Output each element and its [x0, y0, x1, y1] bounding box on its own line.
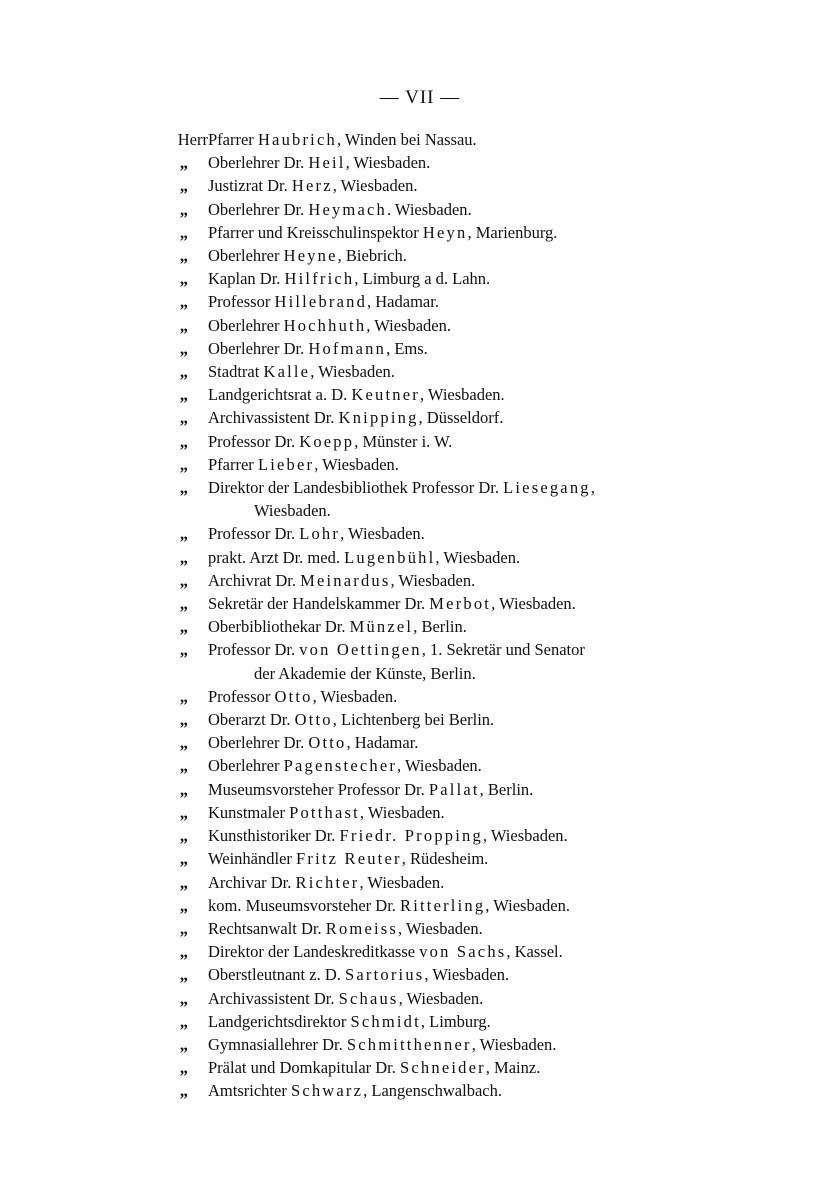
entry-surname: Koepp	[299, 431, 355, 451]
entry-surname: Schmidt	[350, 1011, 421, 1031]
list-item	[160, 847, 720, 870]
entry-location: , Wiesbaden.	[312, 686, 398, 706]
list-item	[160, 290, 720, 313]
entry-surname: Heymach	[308, 199, 387, 219]
list-item	[160, 221, 720, 244]
entry-text	[160, 894, 720, 917]
entry-location: , Wiesbaden.	[482, 826, 568, 846]
entry-text	[160, 430, 720, 453]
entry-text	[160, 638, 720, 661]
entry-text	[160, 244, 720, 267]
entry-text	[160, 128, 720, 151]
salutation: Herr	[177, 130, 208, 149]
entry-text	[160, 453, 720, 476]
entry-location: , Wiesbaden.	[397, 756, 482, 776]
ditto-mark: „	[179, 454, 188, 474]
entry-text	[160, 383, 720, 406]
entry-location: , Wiesbaden.	[332, 176, 418, 196]
ditto-mark: „	[179, 918, 188, 938]
entry-title: Gymnasiallehrer Dr.	[208, 1034, 347, 1054]
list-item	[160, 754, 720, 777]
list-item	[160, 174, 720, 197]
list-item	[160, 337, 720, 360]
entry-surname: Keutner	[351, 385, 420, 405]
list-item	[160, 360, 720, 383]
entry-location: , Rüdesheim.	[401, 849, 489, 869]
entry-location: , Limburg.	[420, 1011, 491, 1031]
entry-title: Pfarrer	[208, 454, 258, 474]
entry-title: Direktor der Landeskreditkasse	[208, 942, 420, 962]
entry-surname: Hochhuth	[283, 315, 367, 335]
entry-surname: Heil	[308, 153, 346, 173]
entry-text	[160, 801, 720, 824]
entry-title: Museumsvorsteher Professor Dr.	[208, 779, 429, 799]
entry-text	[160, 1010, 720, 1033]
entry-location: , Münster i. W.	[354, 431, 453, 451]
list-item	[160, 267, 720, 290]
ditto-mark: „	[179, 895, 188, 915]
list-item	[160, 569, 720, 592]
entry-text	[160, 1056, 720, 1079]
entry-text	[160, 406, 720, 429]
entry-location: , Wiesbaden.	[435, 547, 521, 567]
entry-title: Oberlehrer Dr.	[208, 338, 309, 358]
entry-surname: Herz	[291, 176, 333, 196]
entry-surname: Knipping	[338, 408, 419, 428]
ditto-mark: „	[179, 292, 188, 312]
entry-title: Pfarrer und Kreisschulinspektor	[208, 222, 423, 242]
list-item	[160, 940, 720, 963]
entry-surname: Meinardus	[300, 570, 391, 590]
entry-surname: Friedr. Propping	[339, 826, 483, 846]
entry-text	[160, 708, 720, 731]
entry-surname: Schmitthenner	[346, 1034, 472, 1054]
entry-location: , Wiesbaden.	[471, 1034, 557, 1054]
ditto-mark: „	[179, 315, 188, 335]
ditto-mark: „	[179, 408, 188, 428]
list-item	[160, 1079, 720, 1102]
ditto-mark: „	[179, 779, 188, 799]
entry-text	[160, 824, 720, 847]
entry-location: , Berlin.	[413, 617, 467, 637]
entry-location: , Düsseldorf.	[418, 408, 504, 428]
entry-surname: Otto	[308, 733, 347, 753]
list-item	[160, 615, 720, 638]
entry-surname: Hilfrich	[284, 269, 355, 289]
list-item	[160, 778, 720, 801]
entry-text	[160, 731, 720, 754]
entry-text	[160, 778, 720, 801]
entry-text	[160, 337, 720, 360]
list-item	[160, 1033, 720, 1056]
ditto-mark: „	[179, 617, 188, 637]
entry-location: , Wiesbaden.	[310, 362, 395, 382]
ditto-mark: „	[179, 269, 188, 289]
entry-text	[160, 615, 720, 638]
entry-surname: Schaus	[338, 988, 399, 1008]
ditto-mark: „	[179, 826, 188, 846]
entry-surname: Romeiss	[325, 918, 399, 938]
entry-surname: Lugenbühl	[344, 547, 436, 567]
entry-text	[160, 267, 720, 290]
entry-surname: Münzel	[349, 617, 414, 637]
ditto-mark: „	[179, 176, 188, 196]
entry-title: Oberstleutnant z. D.	[208, 965, 346, 985]
ditto-mark: „	[179, 1081, 188, 1101]
entry-location: , Wiesbaden.	[345, 153, 431, 173]
list-item	[160, 430, 720, 453]
page-number: — VII —	[379, 87, 461, 108]
list-item	[160, 128, 720, 151]
ditto-mark: „	[179, 756, 188, 776]
entry-title: Rechtsanwalt Dr.	[208, 918, 326, 938]
entry-location: , Hadamar.	[367, 292, 439, 312]
entry-title: Professor Dr.	[208, 431, 300, 451]
list-item	[160, 546, 720, 569]
entry-surname: Otto	[274, 686, 313, 706]
ditto-mark: „	[179, 547, 188, 567]
entry-text	[160, 963, 720, 986]
entry-title: Professor Dr.	[208, 640, 300, 660]
ditto-mark: „	[179, 988, 188, 1008]
ditto-mark: „	[179, 338, 188, 358]
entry-location: , Wiesbaden.	[419, 385, 505, 405]
entry-location: , Wiesbaden.	[366, 315, 451, 335]
entry-surname: Heyne	[283, 246, 338, 266]
ditto-mark: „	[179, 1058, 188, 1078]
entry-location: , Wiesbaden.	[340, 524, 425, 544]
list-item	[160, 824, 720, 847]
list-item	[160, 453, 720, 476]
entry-title: Landgerichtsdirektor	[208, 1011, 351, 1031]
entry-location: . Wiesbaden.	[386, 199, 472, 219]
entry-title: Justizrat Dr.	[208, 176, 292, 196]
ditto-mark: „	[179, 478, 188, 498]
entry-title: Prälat und Domkapitular Dr.	[208, 1058, 401, 1078]
entry-surname: Lohr	[299, 524, 341, 544]
entry-surname: von Sachs	[419, 942, 507, 962]
ditto-mark: „	[179, 153, 188, 173]
entry-text	[160, 198, 720, 221]
ditto-mark: „	[179, 222, 188, 242]
list-item	[160, 685, 720, 708]
entry-title: Pfarrer	[208, 130, 258, 149]
entry-location: , Marienburg.	[467, 222, 558, 242]
list-item	[160, 1056, 720, 1079]
entry-surname: Lieber	[257, 454, 315, 474]
entry-location: , Langenschwalbach.	[363, 1081, 502, 1101]
entry-title: Oberbibliothekar Dr.	[208, 617, 350, 637]
list-item	[160, 476, 720, 522]
entry-surname: Hillebrand	[274, 292, 368, 312]
entry-surname: Fritz Reuter	[296, 849, 402, 869]
ditto-mark: „	[179, 849, 188, 869]
entry-location: , Wiesbaden.	[359, 872, 445, 892]
ditto-mark: „	[179, 570, 188, 590]
entry-title: Oberlehrer Dr.	[208, 199, 309, 219]
list-item	[160, 963, 720, 986]
entry-title: Kaplan Dr.	[208, 269, 285, 289]
entry-title: Oberlehrer	[208, 756, 284, 776]
entry-text	[160, 592, 720, 615]
ditto-mark: „	[179, 246, 188, 266]
entry-location: , Berlin.	[479, 779, 534, 799]
entry-location: , Mainz.	[485, 1058, 541, 1078]
list-item	[160, 917, 720, 940]
entry-location: , Wiesbaden.	[359, 802, 445, 822]
entry-location: , Wiesbaden.	[485, 895, 570, 915]
ditto-mark: „	[179, 802, 188, 822]
entry-text	[160, 847, 720, 870]
member-list	[160, 128, 720, 1103]
entry-text	[160, 917, 720, 940]
ditto-mark: „	[179, 710, 188, 730]
entry-surname: Otto	[294, 710, 333, 730]
entry-surname: Potthast	[289, 802, 360, 822]
entry-surname: Hofmann	[308, 338, 387, 358]
entry-surname: Liesegang	[503, 478, 591, 498]
list-item	[160, 871, 720, 894]
entry-title: Sekretär der Handelskammer Dr.	[208, 594, 430, 614]
list-item	[160, 383, 720, 406]
entry-surname: Schwarz	[290, 1081, 364, 1101]
entry-surname: Sartorius	[345, 965, 425, 985]
entry-surname: Merbot	[429, 594, 492, 614]
entry-location: , Wiesbaden.	[491, 594, 576, 614]
entry-text	[160, 221, 720, 244]
entry-text	[160, 546, 720, 569]
entry-text	[160, 1033, 720, 1056]
entry-location: , Limburg a d. Lahn.	[354, 269, 491, 289]
entry-surname: Schneider	[400, 1058, 486, 1078]
list-item	[160, 244, 720, 267]
entry-location: , Winden bei Nassau.	[336, 130, 477, 149]
ditto-mark: „	[179, 733, 188, 753]
entry-title: Weinhändler	[208, 849, 297, 869]
entry-text	[160, 476, 720, 499]
entry-title: Professor	[208, 292, 275, 312]
ditto-mark: „	[179, 942, 188, 962]
entry-location: , Ems.	[386, 338, 428, 358]
entry-text	[160, 360, 720, 383]
ditto-mark: „	[179, 431, 188, 451]
ditto-mark: „	[179, 1011, 188, 1031]
entry-title: Oberlehrer Dr.	[208, 153, 309, 173]
ditto-mark: „	[179, 1034, 188, 1054]
entry-title: Archivar Dr.	[208, 872, 296, 892]
list-item	[160, 592, 720, 615]
list-item	[160, 801, 720, 824]
entry-surname: Heyn	[422, 222, 468, 242]
list-item	[160, 894, 720, 917]
ditto-mark: „	[179, 640, 188, 660]
entry-text	[160, 987, 720, 1010]
ditto-mark: „	[179, 524, 188, 544]
entry-location: , Wiesbaden.	[398, 988, 484, 1008]
entry-title: Direktor der Landesbibliothek Professor Dr.	[208, 478, 504, 498]
entry-location: , Wiesbaden.	[398, 918, 483, 938]
entry-location: , Wiesbaden.	[314, 454, 399, 474]
entry-location: ,	[590, 478, 595, 498]
entry-location: , Lichtenberg bei Berlin.	[332, 710, 495, 730]
entry-surname: von Oettingen	[299, 640, 422, 660]
ditto-mark: „	[179, 594, 188, 614]
entry-title: Oberlehrer Dr.	[208, 733, 309, 753]
entry-text	[160, 940, 720, 963]
entry-surname: Richter	[295, 872, 360, 892]
ditto-mark: „	[179, 362, 188, 382]
entry-text	[160, 871, 720, 894]
entry-location: , Wiesbaden.	[390, 570, 476, 590]
list-item	[160, 708, 720, 731]
entry-title: Oberlehrer	[208, 315, 284, 335]
list-item	[160, 638, 720, 684]
entry-location: , Wiesbaden.	[424, 965, 510, 985]
ditto-mark: „	[179, 686, 188, 706]
entry-title: Archivassistent Dr.	[208, 408, 339, 428]
entry-text	[160, 569, 720, 592]
entry-title: Oberlehrer	[208, 246, 284, 266]
ditto-mark: „	[179, 965, 188, 985]
entry-title: Kunstmaler	[208, 802, 290, 822]
list-item	[160, 731, 720, 754]
entry-title: kom. Museumsvorsteher Dr.	[208, 895, 401, 915]
entry-title: Archivassistent Dr.	[208, 988, 339, 1008]
entry-title: Professor Dr.	[208, 524, 300, 544]
entry-title: Landgerichtsrat a. D.	[208, 385, 352, 405]
entry-text	[160, 1079, 720, 1102]
entry-title: Kunsthistoriker Dr.	[208, 826, 340, 846]
entry-surname: Haubrich	[257, 130, 337, 149]
list-item	[160, 987, 720, 1010]
list-item	[160, 151, 720, 174]
entry-location: , Kassel.	[506, 942, 563, 962]
ditto-mark: „	[179, 385, 188, 405]
entry-surname: Kalle	[263, 362, 311, 382]
entry-continuation: der Akademie der Künste, Berlin.	[254, 663, 476, 683]
entry-surname: Pallat	[428, 779, 480, 799]
entry-title: Oberarzt Dr.	[208, 710, 295, 730]
entry-title: Archivrat Dr.	[208, 570, 301, 590]
entry-title: prakt. Arzt Dr. med.	[208, 547, 345, 567]
entry-continuation: Wiesbaden.	[254, 501, 331, 521]
entry-text	[160, 754, 720, 777]
list-item	[160, 198, 720, 221]
list-item	[160, 522, 720, 545]
list-item	[160, 406, 720, 429]
ditto-mark: „	[179, 199, 188, 219]
entry-text	[160, 685, 720, 708]
entry-location: , Hadamar.	[346, 733, 419, 753]
entry-location: , 1. Sekretär und Senator	[421, 640, 585, 660]
entry-title: Professor	[208, 686, 275, 706]
entry-location: , Biebrich.	[337, 246, 407, 266]
entry-text	[160, 290, 720, 313]
entry-title: Amtsrichter	[208, 1081, 291, 1101]
entry-text	[160, 314, 720, 337]
entry-text	[160, 174, 720, 197]
ditto-mark: „	[179, 872, 188, 892]
list-item	[160, 314, 720, 337]
entry-text	[160, 522, 720, 545]
entry-surname: Ritterling	[400, 895, 486, 915]
entry-title: Stadtrat	[208, 362, 264, 382]
list-item	[160, 1010, 720, 1033]
entry-text	[160, 151, 720, 174]
entry-surname: Pagenstecher	[283, 756, 398, 776]
